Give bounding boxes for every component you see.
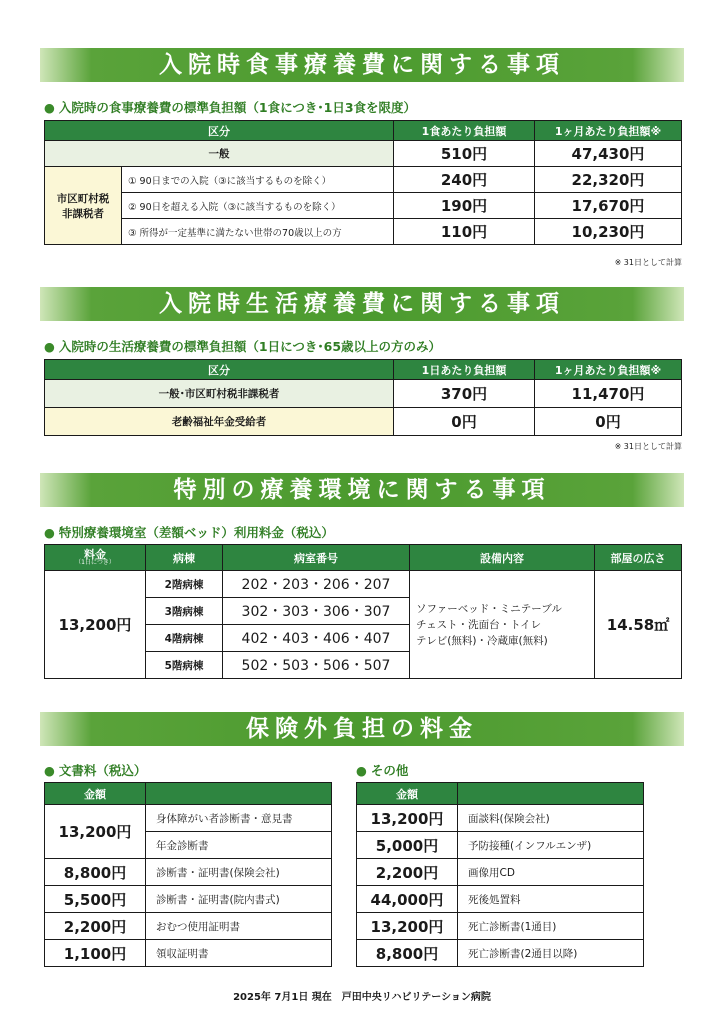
header-fee-sub: （1日につき） [75, 559, 115, 566]
other-row-6-amount: 8,800円 [357, 940, 458, 967]
ward-4-rooms: 402・403・406・407 [223, 625, 410, 652]
section2-title: 入院時生活療養費に関する事項 [159, 290, 565, 317]
living-row-1-day: 370円 [394, 380, 535, 408]
other-header-blank [458, 783, 644, 805]
section1-note: ※ 31日として計算 [614, 258, 682, 267]
exempt-row-2-meal: 190円 [394, 193, 535, 219]
other-row-5-amount: 13,200円 [357, 913, 458, 940]
living-row-2-label: 老齢福祉年金受給者 [45, 408, 394, 436]
docs-row-1-amount: 13,200円 [45, 805, 146, 859]
living-row-2-day: 0円 [394, 408, 535, 436]
ward-3-rooms: 302・303・306・307 [223, 598, 410, 625]
docs-row-6-label: 領収証明書 [146, 940, 332, 967]
docs-row-5-label: おむつ使用証明書 [146, 913, 332, 940]
section3-banner [40, 473, 684, 507]
docs-header-amount: 金額 [45, 783, 146, 805]
section3-title: 特別の療養環境に関する事項 [173, 476, 551, 503]
header-room-size: 部屋の広さ [595, 545, 682, 571]
other-subtitle: ● その他 [356, 763, 409, 778]
docs-row-1-label: 身体障がい者診断書・意見書 [146, 805, 332, 832]
other-header-amount: 金額 [357, 783, 458, 805]
header-ward: 病棟 [146, 545, 223, 571]
docs-row-4-label: 診断書・証明書(院内書式) [146, 886, 332, 913]
ward-2-rooms: 202・203・206・207 [223, 571, 410, 598]
equipment-line-3: テレビ(無料)・冷蔵庫(無料) [416, 634, 548, 647]
other-row-6-label: 死亡診断書(2通目以降) [458, 940, 644, 967]
equipment-line-2: チェスト・洗面台・トイレ [416, 618, 542, 631]
general-meal-value: 510円 [394, 141, 535, 167]
section2-banner [40, 287, 684, 321]
document-fee-table [44, 782, 332, 967]
exempt-row-3-month: 10,230円 [535, 219, 682, 245]
header-category: 区分 [45, 360, 394, 380]
other-row-1-amount: 13,200円 [357, 805, 458, 832]
section3-subtitle: ● 特別療養環境室（差額ベッド）利用料金（税込） [44, 525, 334, 540]
docs-row-4-amount: 5,500円 [45, 886, 146, 913]
other-row-3-label: 画像用CD [458, 859, 644, 886]
meal-cost-table [44, 120, 682, 245]
exempt-row-3-meal: 110円 [394, 219, 535, 245]
section2-note: ※ 31日として計算 [614, 442, 682, 451]
docs-subtitle: ● 文書料（税込） [44, 763, 147, 778]
exempt-row-2-month: 17,670円 [535, 193, 682, 219]
docs-row-2-label: 年金診断書 [146, 832, 332, 859]
docs-row-3-label: 診断書・証明書(保険会社) [146, 859, 332, 886]
exempt-row-2-label: ② 90日を超える入院（③に該当するものを除く） [122, 193, 394, 219]
ward-3-label: 3階病棟 [146, 598, 223, 625]
other-row-1-label: 面談料(保険会社) [458, 805, 644, 832]
header-category: 区分 [45, 121, 394, 141]
docs-header-blank [146, 783, 332, 805]
docs-row-5-amount: 2,200円 [45, 913, 146, 940]
section4-title: 保険外負担の料金 [246, 715, 478, 742]
header-per-month: 1ヶ月あたり負担額※ [535, 360, 682, 380]
header-equipment: 設備内容 [410, 545, 595, 571]
docs-row-3-amount: 8,800円 [45, 859, 146, 886]
ward-5-rooms: 502・503・506・507 [223, 652, 410, 679]
other-row-4-amount: 44,000円 [357, 886, 458, 913]
equipment-line-1: ソファーベッド・ミニテーブル [416, 602, 562, 615]
header-per-month: 1ヶ月あたり負担額※ [535, 121, 682, 141]
header-per-meal: 1食あたり負担額 [394, 121, 535, 141]
room-fee-table [44, 544, 682, 679]
section2-subtitle: ● 入院時の生活療養費の標準負担額（1日につき･65歳以上の方のみ） [44, 339, 442, 354]
other-row-3-amount: 2,200円 [357, 859, 458, 886]
section1-title: 入院時食事療養費に関する事項 [159, 51, 565, 78]
living-row-2-month: 0円 [535, 408, 682, 436]
header-room: 病室番号 [223, 545, 410, 571]
row-general-label: 一般 [45, 141, 394, 167]
exempt-row-1-label: ① 90日までの入院（③に該当するものを除く） [122, 167, 394, 193]
exempt-row-1-meal: 240円 [394, 167, 535, 193]
living-cost-table [44, 359, 682, 436]
exempt-label: 市区町村税 非課税者 [45, 167, 122, 245]
general-month-value: 47,430円 [535, 141, 682, 167]
ward-4-label: 4階病棟 [146, 625, 223, 652]
other-row-2-amount: 5,000円 [357, 832, 458, 859]
docs-row-6-amount: 1,100円 [45, 940, 146, 967]
room-fee-value: 13,200円 [45, 571, 146, 679]
other-row-4-label: 死後処置料 [458, 886, 644, 913]
ward-5-label: 5階病棟 [146, 652, 223, 679]
living-row-1-month: 11,470円 [535, 380, 682, 408]
ward-2-label: 2階病棟 [146, 571, 223, 598]
section4-banner [40, 712, 684, 746]
living-row-1-label: 一般･市区町村税非課税者 [45, 380, 394, 408]
exempt-row-3-label: ③ 所得が一定基準に満たない世帯の70歳以上の方 [122, 219, 394, 245]
other-row-2-label: 予防接種(インフルエンザ) [458, 832, 644, 859]
section1-banner [40, 48, 684, 82]
equipment-cell [410, 571, 595, 679]
room-size-value: 14.58㎡ [595, 571, 682, 679]
other-row-5-label: 死亡診断書(1通目) [458, 913, 644, 940]
other-fee-table [356, 782, 644, 967]
header-fee: 料金 （1日につき） [45, 545, 146, 571]
section1-subtitle: ● 入院時の食事療養費の標準負担額（1食につき･1日3食を限度） [44, 100, 417, 115]
exempt-row-1-month: 22,320円 [535, 167, 682, 193]
header-per-day: 1日あたり負担額 [394, 360, 535, 380]
footer-date-hospital: 2025年 7月1日 現在 戸田中央リハビリテーション病院 [233, 992, 491, 1003]
